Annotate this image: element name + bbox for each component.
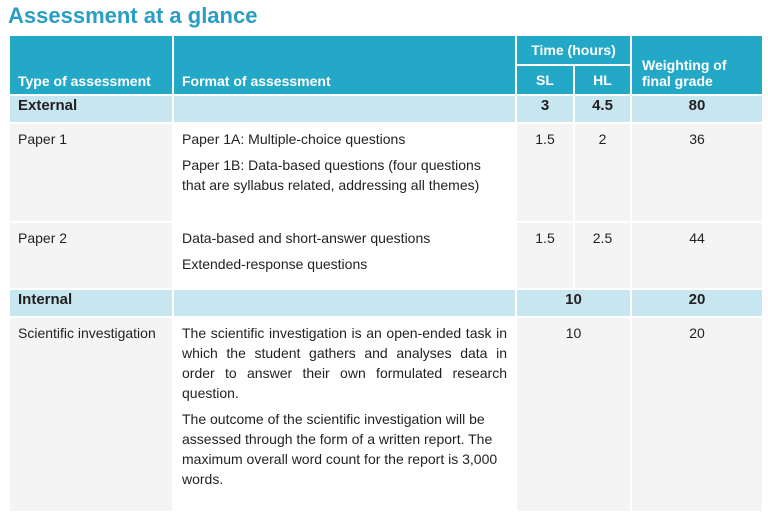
table-row-paper2	[9, 222, 763, 289]
paper1-weighting: 36	[631, 123, 763, 222]
page-title: Assessment at a glance	[8, 3, 258, 28]
section-row-external	[9, 95, 763, 123]
scientific-type: Scientific investigation	[9, 317, 173, 512]
section-row-internal	[9, 289, 763, 317]
scientific-format-line: The scientific investigation is an open-ended task in which the student gathers and analyses data in order to answer their own formulated research question.	[182, 325, 507, 401]
external-weighting: 80	[631, 95, 763, 123]
header-weighting: Weighting of final grade	[631, 35, 763, 95]
section-label-external: External	[9, 95, 173, 123]
internal-time: 10	[516, 289, 631, 317]
paper1-hl: 2	[574, 123, 631, 222]
paper1-format-line: Paper 1B: Data-based questions (four questions that are syllabus related, addressing all themes)	[182, 157, 481, 193]
paper2-format	[173, 222, 516, 289]
header-format: Format of assessment	[173, 35, 516, 95]
header-hl: HL	[574, 65, 631, 95]
paper1-type: Paper 1	[9, 123, 173, 222]
table-row-paper1	[9, 123, 763, 222]
paper1-format-line: Paper 1A: Multiple-choice questions	[182, 131, 406, 147]
header-time: Time (hours)	[516, 35, 631, 65]
paper1-sl: 1.5	[516, 123, 574, 222]
scientific-time: 10	[516, 317, 631, 512]
scientific-weighting: 20	[631, 317, 763, 512]
section-format-empty	[173, 289, 516, 317]
paper2-format-line: Extended-response questions	[182, 256, 368, 272]
header-row-top	[9, 35, 763, 65]
paper2-sl: 1.5	[516, 222, 574, 289]
paper2-hl: 2.5	[574, 222, 631, 289]
section-label-internal: Internal	[9, 289, 173, 317]
scientific-format	[173, 317, 516, 512]
scientific-format-line: The outcome of the scientific investigation will be assessed through the form of a written report. The maximum overall word count for the report is 3,000 words.	[182, 411, 498, 487]
section-format-empty	[173, 95, 516, 123]
external-hl: 4.5	[574, 95, 631, 123]
paper2-weighting: 44	[631, 222, 763, 289]
external-sl: 3	[516, 95, 574, 123]
paper2-type: Paper 2	[9, 222, 173, 289]
header-type: Type of assessment	[9, 35, 173, 95]
assessment-table	[8, 34, 764, 513]
table-row-scientific	[9, 317, 763, 512]
paper2-format-line: Data-based and short-answer questions	[182, 230, 431, 246]
header-sl: SL	[516, 65, 574, 95]
internal-weighting: 20	[631, 289, 763, 317]
paper1-format	[173, 123, 516, 222]
